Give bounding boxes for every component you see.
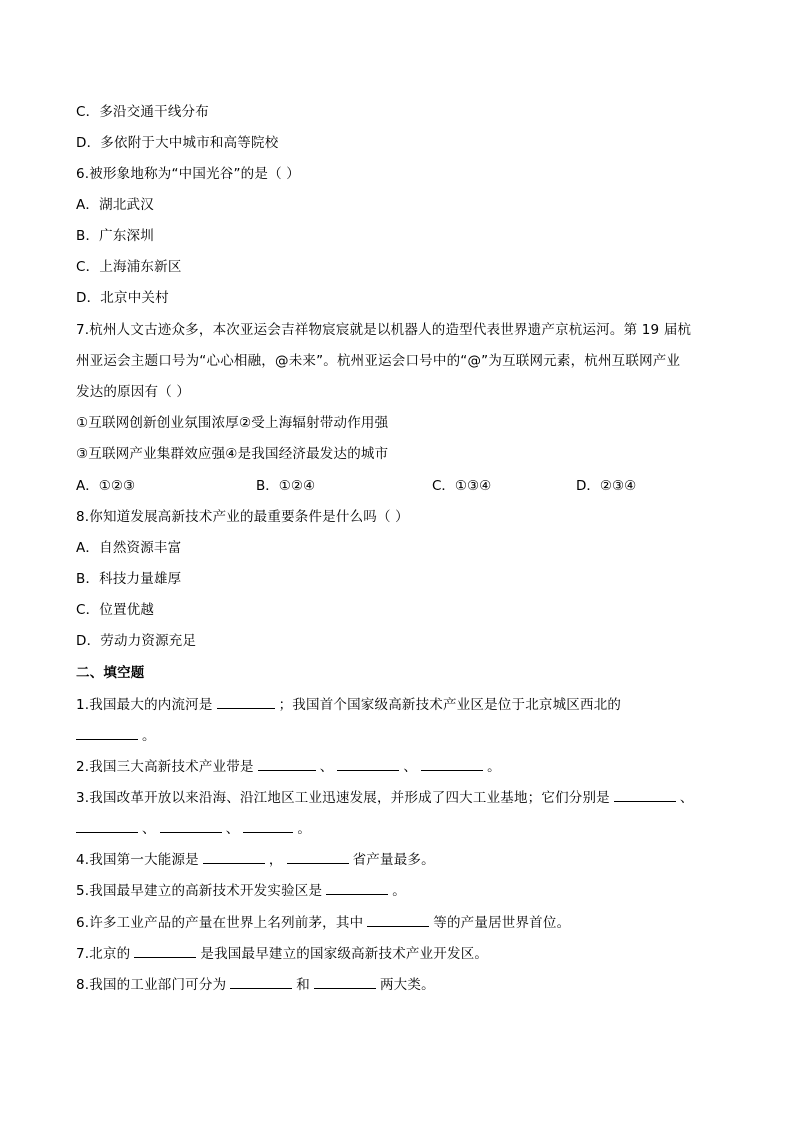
fill-q1-end: 。 [142,728,156,744]
fill-q5-text: 5.我国最早建立的高新技术开发实验区是 [76,883,323,899]
section-heading-fill-in: 二、填空题 [76,665,145,681]
fill-q1-line1 [76,694,621,715]
fill-q1-text-1: 1.我国最大的内流河是 [76,697,213,713]
fill-q4 [76,849,435,870]
fill-q2-end: 。 [487,759,501,775]
fill-q7-blank[interactable] [134,943,196,958]
fill-q5-blank[interactable] [326,880,388,895]
fill-q3-sep-1: 、 [679,790,694,806]
fill-q7 [76,943,488,964]
q7-stem-line2: 州亚运会主题口号为“心心相融，@未来”。杭州亚运会口号中的“@”为互联网元素，杭州互联网产业 [76,353,681,369]
fill-q1-line2 [76,725,156,746]
fill-q3-blank-3[interactable] [160,818,222,833]
fill-q6-text-1: 6.许多工业产品的产量在世界上名列前茅，其中 [76,915,364,931]
fill-q3-line2 [76,818,311,839]
fill-q2-sep-2: 、 [403,759,418,775]
fill-q8-blank-1[interactable] [230,974,292,989]
q8-option-d: D．劳动力资源充足 [76,633,197,649]
fill-q6 [76,912,570,933]
fill-q7-text-1: 7.北京的 [76,946,131,962]
fill-q7-text-2: 是我国最早建立的国家级高新技术产业开发区。 [200,946,489,962]
fill-q4-sep: ， [268,852,283,868]
fill-q3-blank-1[interactable] [614,787,676,802]
q6-option-d: D．北京中关村 [76,290,169,306]
q8-option-a: A．自然资源丰富 [76,540,182,556]
fill-q1-blank-1[interactable] [217,694,275,709]
fill-q4-text-1: 4.我国第一大能源是 [76,852,199,868]
fill-q1-blank-2[interactable] [76,725,138,740]
fill-q4-text-2: 省产量最多。 [352,852,435,868]
fill-q8-blank-2[interactable] [314,974,376,989]
q7-option-d: D．②③④ [576,478,637,494]
fill-q2-blank-3[interactable] [421,756,483,771]
fill-q8 [76,974,435,995]
fill-q1-text-2: ；我国首个国家级高新技术产业区是位于北京城区西北的 [278,697,622,713]
fill-q3-blank-4[interactable] [243,818,293,833]
fill-q3-end: 。 [297,821,312,837]
fill-q8-mid: 和 [296,977,310,993]
fill-q4-blank-1[interactable] [203,849,265,864]
q7-option-a: A．①②③ [76,478,136,494]
q7-stem-line3: 发达的原因有（ ） [76,384,191,400]
q7-option-b: B．①②④ [256,478,316,494]
fill-q2 [76,756,501,777]
fill-q8-text-2: 两大类。 [379,977,435,993]
q7-statements-2: ③互联网产业集群效应强④是我国经济最发达的城市 [76,446,389,462]
fill-q2-sep-1: 、 [319,759,334,775]
q8-option-b: B．科技力量雄厚 [76,571,182,587]
fill-q2-text: 2.我国三大高新技术产业带是 [76,759,254,775]
q7-statements-1: ①互联网创新创业氛围浓厚②受上海辐射带动作用强 [76,415,389,431]
fill-q3-text: 3.我国改革开放以来沿海、沿江地区工业迅速发展，并形成了四大工业基地；它们分别是 [76,790,610,806]
fill-q3-sep-3: 、 [225,821,240,837]
q5-option-c: C．多沿交通干线分布 [76,104,209,120]
q5-option-d: D．多依附于大中城市和高等院校 [76,135,279,151]
q6-stem: 6.被形象地称为“中国光谷”的是（ ） [76,166,300,182]
q8-stem: 8.你知道发展高新技术产业的最重要条件是什么吗（ ） [76,509,409,525]
fill-q8-text-1: 8.我国的工业部门可分为 [76,977,227,993]
fill-q4-blank-2[interactable] [287,849,349,864]
fill-q3-line1 [76,787,694,808]
fill-q5-end: 。 [392,883,406,899]
q6-option-b: B．广东深圳 [76,228,154,244]
fill-q5 [76,880,406,901]
q7-option-c: C．①③④ [432,478,492,494]
q7-stem-line1: 7.杭州人文古迹众多，本次亚运会吉祥物宸宸就是以机器人的造型代表世界遗产京杭运河。第 19 届杭 [76,322,692,338]
fill-q6-blank[interactable] [367,912,429,927]
q6-option-a: A．湖北武汉 [76,197,154,213]
fill-q2-blank-2[interactable] [337,756,399,771]
q6-option-c: C．上海浦东新区 [76,259,182,275]
fill-q2-blank-1[interactable] [258,756,316,771]
fill-q3-blank-2[interactable] [76,818,138,833]
q8-option-c: C．位置优越 [76,602,155,618]
fill-q6-text-2: 等的产量居世界首位。 [433,915,571,931]
fill-q3-sep-2: 、 [142,821,156,837]
